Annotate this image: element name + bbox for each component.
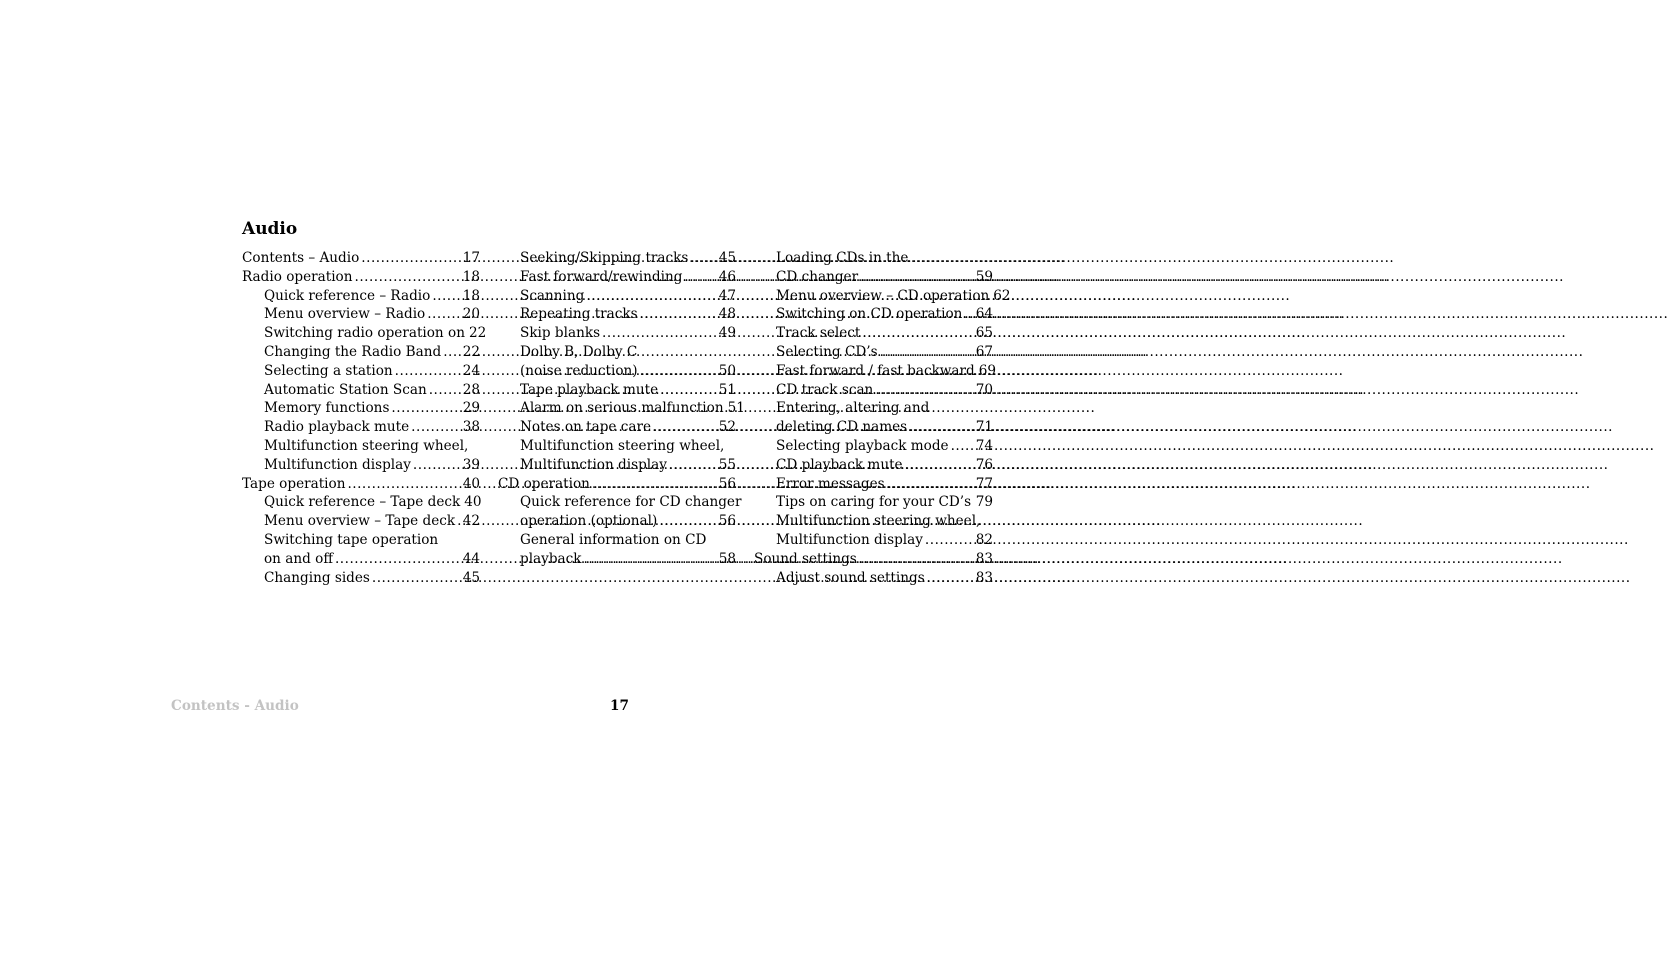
- toc-entry-page-number: 77: [975, 475, 993, 492]
- toc-column-3: [754, 249, 1011, 587]
- toc-entry-continuation: Entering, altering and: [776, 400, 930, 417]
- dot-leader: [862, 324, 973, 343]
- toc-entry-label: Quick reference – Radio: [264, 287, 431, 304]
- dot-leader: [592, 475, 717, 494]
- dot-leader: [411, 418, 461, 437]
- dot-leader: [684, 268, 716, 287]
- toc-entry-label: Memory functions: [264, 400, 390, 417]
- dot-leader: [640, 305, 717, 324]
- toc-entry-page-number: 64: [975, 306, 993, 323]
- dot-leader: [909, 418, 974, 437]
- toc-entry-label: Multifunction display: [776, 531, 923, 548]
- toc-entry-page-number: 40: [462, 475, 480, 492]
- dot-leader: [964, 305, 973, 324]
- toc-entry: [242, 456, 480, 475]
- dot-leader: [602, 324, 717, 343]
- toc-entry-page-number: 52: [718, 419, 736, 436]
- toc-entry: [242, 381, 480, 400]
- toc-entry-continuation: Loading CDs in the: [776, 250, 909, 266]
- toc-entry: [242, 475, 480, 494]
- toc-entry: [754, 493, 993, 512]
- toc-entry-continuation: Dolby B, Dolby C: [520, 343, 638, 360]
- toc-entry: [498, 249, 736, 268]
- dot-leader: [335, 550, 461, 569]
- toc-entry: [242, 287, 480, 306]
- toc-entry: [498, 324, 736, 343]
- toc-entry-page-number: 44: [462, 550, 480, 567]
- toc-entry-continuation: Multifunction steering wheel,: [776, 513, 981, 530]
- toc-entry-label: Tape playback mute: [520, 381, 659, 398]
- toc-entry: [754, 531, 993, 550]
- toc-entry-page-number: 45: [718, 250, 736, 266]
- toc-entry-label: CD track scan: [776, 381, 874, 398]
- toc-entry: [242, 324, 487, 343]
- dot-leader: [905, 456, 974, 475]
- toc-entry-label: Fast forward/rewinding: [520, 268, 683, 285]
- toc-entry-label: Tape operation: [242, 475, 346, 492]
- toc-entry-page-number: 18: [462, 287, 480, 304]
- toc-entry-page-number: 17: [462, 250, 480, 266]
- toc-entry-page-number: 56: [718, 475, 736, 492]
- toc-entry: [242, 362, 480, 381]
- dot-leader: [925, 531, 974, 550]
- toc-entry-page-number: 67: [975, 343, 993, 360]
- toc-entry-page-number: 83: [975, 550, 993, 567]
- toc-entry-label: CD playback mute: [776, 456, 903, 473]
- toc-entry-page-number: 22: [468, 325, 487, 342]
- toc-entry-label: Menu overview – Radio: [264, 306, 426, 323]
- toc-entry-page-number: 38: [462, 419, 480, 436]
- dot-leader: [584, 550, 717, 569]
- toc-entry: [498, 475, 736, 494]
- toc-entry-label: Selecting CD’s: [776, 343, 878, 360]
- toc-entry-continuation: General information on CD: [520, 531, 707, 548]
- toc-entry: [754, 343, 993, 362]
- toc-entry-label: Switching on CD operation: [776, 306, 963, 323]
- toc-entry-label: Radio playback mute: [264, 419, 410, 436]
- toc-entry-label: Seeking/Skipping tracks: [520, 250, 689, 266]
- toc-entry: [498, 362, 736, 381]
- toc-entry-page-number: 49: [718, 325, 736, 342]
- toc-entry-page-number: 69: [978, 362, 997, 379]
- toc-entry-page-number: 55: [718, 456, 736, 473]
- toc-entry: [498, 418, 736, 437]
- toc-entry: [498, 399, 745, 418]
- dot-leader: [432, 287, 460, 306]
- dot-leader: [391, 399, 460, 418]
- toc-entry: [754, 381, 993, 400]
- toc-entry-label: Sound settings: [754, 550, 857, 567]
- toc-entry-label: CD operation: [498, 475, 590, 492]
- toc-entry: [754, 324, 993, 343]
- dot-leader: [927, 569, 974, 588]
- toc-entry-label: Scanning: [520, 287, 585, 304]
- toc-entry-label: deleting CD names: [776, 419, 908, 436]
- toc-entry: [242, 418, 480, 437]
- toc-entry-label: Tips on caring for your CD’s: [776, 494, 972, 511]
- footer-page-number: 17: [610, 698, 629, 714]
- toc-entry-label: playback: [520, 550, 582, 567]
- toc-entry-label: Changing the Radio Band: [264, 343, 442, 360]
- toc-entry-continuation: Quick reference for CD changer: [520, 494, 742, 511]
- toc-entry-page-number: 22: [462, 343, 480, 360]
- toc-entry-label: on and off: [264, 550, 333, 567]
- toc-entry-label: Menu overview – CD operation: [776, 287, 990, 304]
- toc-entry-label: Radio operation: [242, 268, 353, 285]
- toc-entry-page-number: 59: [975, 268, 993, 285]
- dot-leader: [860, 268, 974, 287]
- toc-entry: [498, 305, 736, 324]
- toc-entry-label: operation (optional): [520, 513, 658, 530]
- dot-leader: [859, 550, 974, 569]
- toc-entry-page-number: 56: [718, 513, 736, 530]
- dot-leader: [413, 456, 461, 475]
- toc-entry-page-number: 51: [727, 400, 745, 417]
- toc-entry-label: Track select: [776, 325, 861, 342]
- dot-leader: [457, 512, 461, 531]
- toc-entry: [242, 305, 480, 324]
- dot-leader: [427, 305, 460, 324]
- toc-entry-label: Switching radio operation on: [264, 325, 465, 342]
- toc-entry-page-number: 65: [975, 325, 993, 342]
- toc-entry-label: Quick reference – Tape deck: [264, 494, 461, 511]
- toc-entry-page-number: 28: [462, 381, 480, 398]
- toc-entry-page-number: 46: [718, 268, 736, 285]
- toc-entry-label: Error messages: [776, 475, 885, 492]
- toc-entry-label: Changing sides: [264, 569, 370, 586]
- toc-entry: [498, 287, 736, 306]
- toc-entry-label: Automatic Station Scan: [264, 381, 427, 398]
- dot-leader: [395, 362, 461, 381]
- toc-entry-page-number: 62: [993, 287, 1011, 304]
- toc-entry-label: Selecting playback mode: [776, 437, 949, 454]
- dot-leader: [653, 418, 717, 437]
- toc-entry-page-number: 76: [975, 456, 993, 473]
- toc-entry-page-number: 47: [718, 287, 736, 304]
- toc-entry: [754, 268, 993, 287]
- toc-entry-page-number: 20: [462, 306, 480, 323]
- toc-entry: [754, 362, 997, 381]
- toc-entry: [242, 399, 480, 418]
- toc-entry-page-number: 58: [718, 550, 736, 567]
- toc-entry: [498, 456, 736, 475]
- dot-leader: [429, 381, 461, 400]
- toc-entry-page-number: 82: [975, 531, 993, 548]
- toc-entry-label: (noise reduction): [520, 362, 638, 379]
- toc-entry-page-number: 45: [462, 569, 480, 586]
- toc-entry: [754, 305, 993, 324]
- toc-entry-continuation: Switching tape operation: [264, 531, 439, 548]
- toc-entry: [498, 550, 736, 569]
- dot-leader: [361, 249, 460, 268]
- toc-entry-label: Contents – Audio: [242, 250, 360, 266]
- toc-entry-page-number: 39: [462, 456, 480, 473]
- page-heading: Audio: [242, 219, 298, 239]
- toc-entry-label: Menu overview – Tape deck: [264, 513, 456, 530]
- toc-entry: [754, 437, 993, 456]
- toc-entry: [498, 268, 736, 287]
- dot-leader: [660, 381, 717, 400]
- dot-leader: [880, 343, 974, 362]
- toc-entry: [498, 512, 736, 531]
- toc-entry-continuation: Multifunction steering wheel,: [264, 437, 469, 454]
- toc-entry-label: Skip blanks: [520, 325, 601, 342]
- toc-entry-label: CD changer: [776, 268, 859, 285]
- dot-leader: [586, 287, 716, 306]
- toc-column-1: [242, 249, 487, 587]
- footer-section-title: Contents - Audio: [171, 698, 299, 714]
- toc-entry-label: Multifunction display: [264, 456, 411, 473]
- dot-leader: [690, 249, 716, 268]
- dot-leader: [640, 362, 717, 381]
- dot-leader: [347, 475, 460, 494]
- dot-leader: [973, 493, 974, 512]
- dot-leader: [372, 569, 461, 588]
- toc-entry: [242, 550, 480, 569]
- dot-leader: [669, 456, 717, 475]
- toc-entry-page-number: 42: [462, 513, 480, 530]
- toc-entry: [754, 550, 993, 569]
- toc-entry: [242, 343, 480, 362]
- toc-entry: [242, 249, 480, 268]
- toc-entry: [754, 456, 993, 475]
- dot-leader: [887, 475, 974, 494]
- toc-entry-page-number: 29: [462, 400, 480, 417]
- toc-entry-label: Adjust sound settings: [776, 569, 925, 586]
- toc-entry: [242, 512, 480, 531]
- toc-entry-page-number: 83: [975, 569, 993, 586]
- toc-entry: [242, 569, 480, 588]
- toc-entry: [498, 381, 736, 400]
- toc-entry-page-number: 71: [975, 419, 993, 436]
- toc-entry: [754, 287, 1011, 306]
- dot-leader: [355, 268, 461, 287]
- toc-entry-page-number: 70: [975, 381, 993, 398]
- toc-entry-label: Repeating tracks: [520, 306, 638, 323]
- toc-entry-label: Notes on tape care: [520, 419, 652, 436]
- toc-entry-page-number: 79: [975, 494, 993, 511]
- toc-entry-label: Alarm on serious malfunction: [520, 400, 724, 417]
- toc-entry-label: Fast forward / fast backward: [776, 362, 975, 379]
- toc-entry-page-number: 74: [975, 437, 993, 454]
- toc-entry: [754, 475, 993, 494]
- toc-column-2: [498, 249, 745, 569]
- toc-entry-page-number: 50: [718, 362, 736, 379]
- toc-entry-page-number: 48: [718, 306, 736, 323]
- toc-entry-page-number: 40: [464, 494, 482, 511]
- toc-entry-page-number: 24: [462, 362, 480, 379]
- toc-entry: [754, 418, 993, 437]
- toc-entry-page-number: 51: [718, 381, 736, 398]
- toc-entry-label: Selecting a station: [264, 362, 393, 379]
- toc-entry: [242, 268, 480, 287]
- dot-leader: [875, 381, 973, 400]
- toc-entry-page-number: 18: [462, 268, 480, 285]
- toc-entry-continuation: Multifunction steering wheel,: [520, 437, 725, 454]
- dot-leader: [659, 512, 716, 531]
- toc-entry: [754, 569, 993, 588]
- toc-entry: [242, 493, 480, 512]
- dot-leader: [443, 343, 461, 362]
- dot-leader: [951, 437, 974, 456]
- toc-entry-label: Multifunction display: [520, 456, 667, 473]
